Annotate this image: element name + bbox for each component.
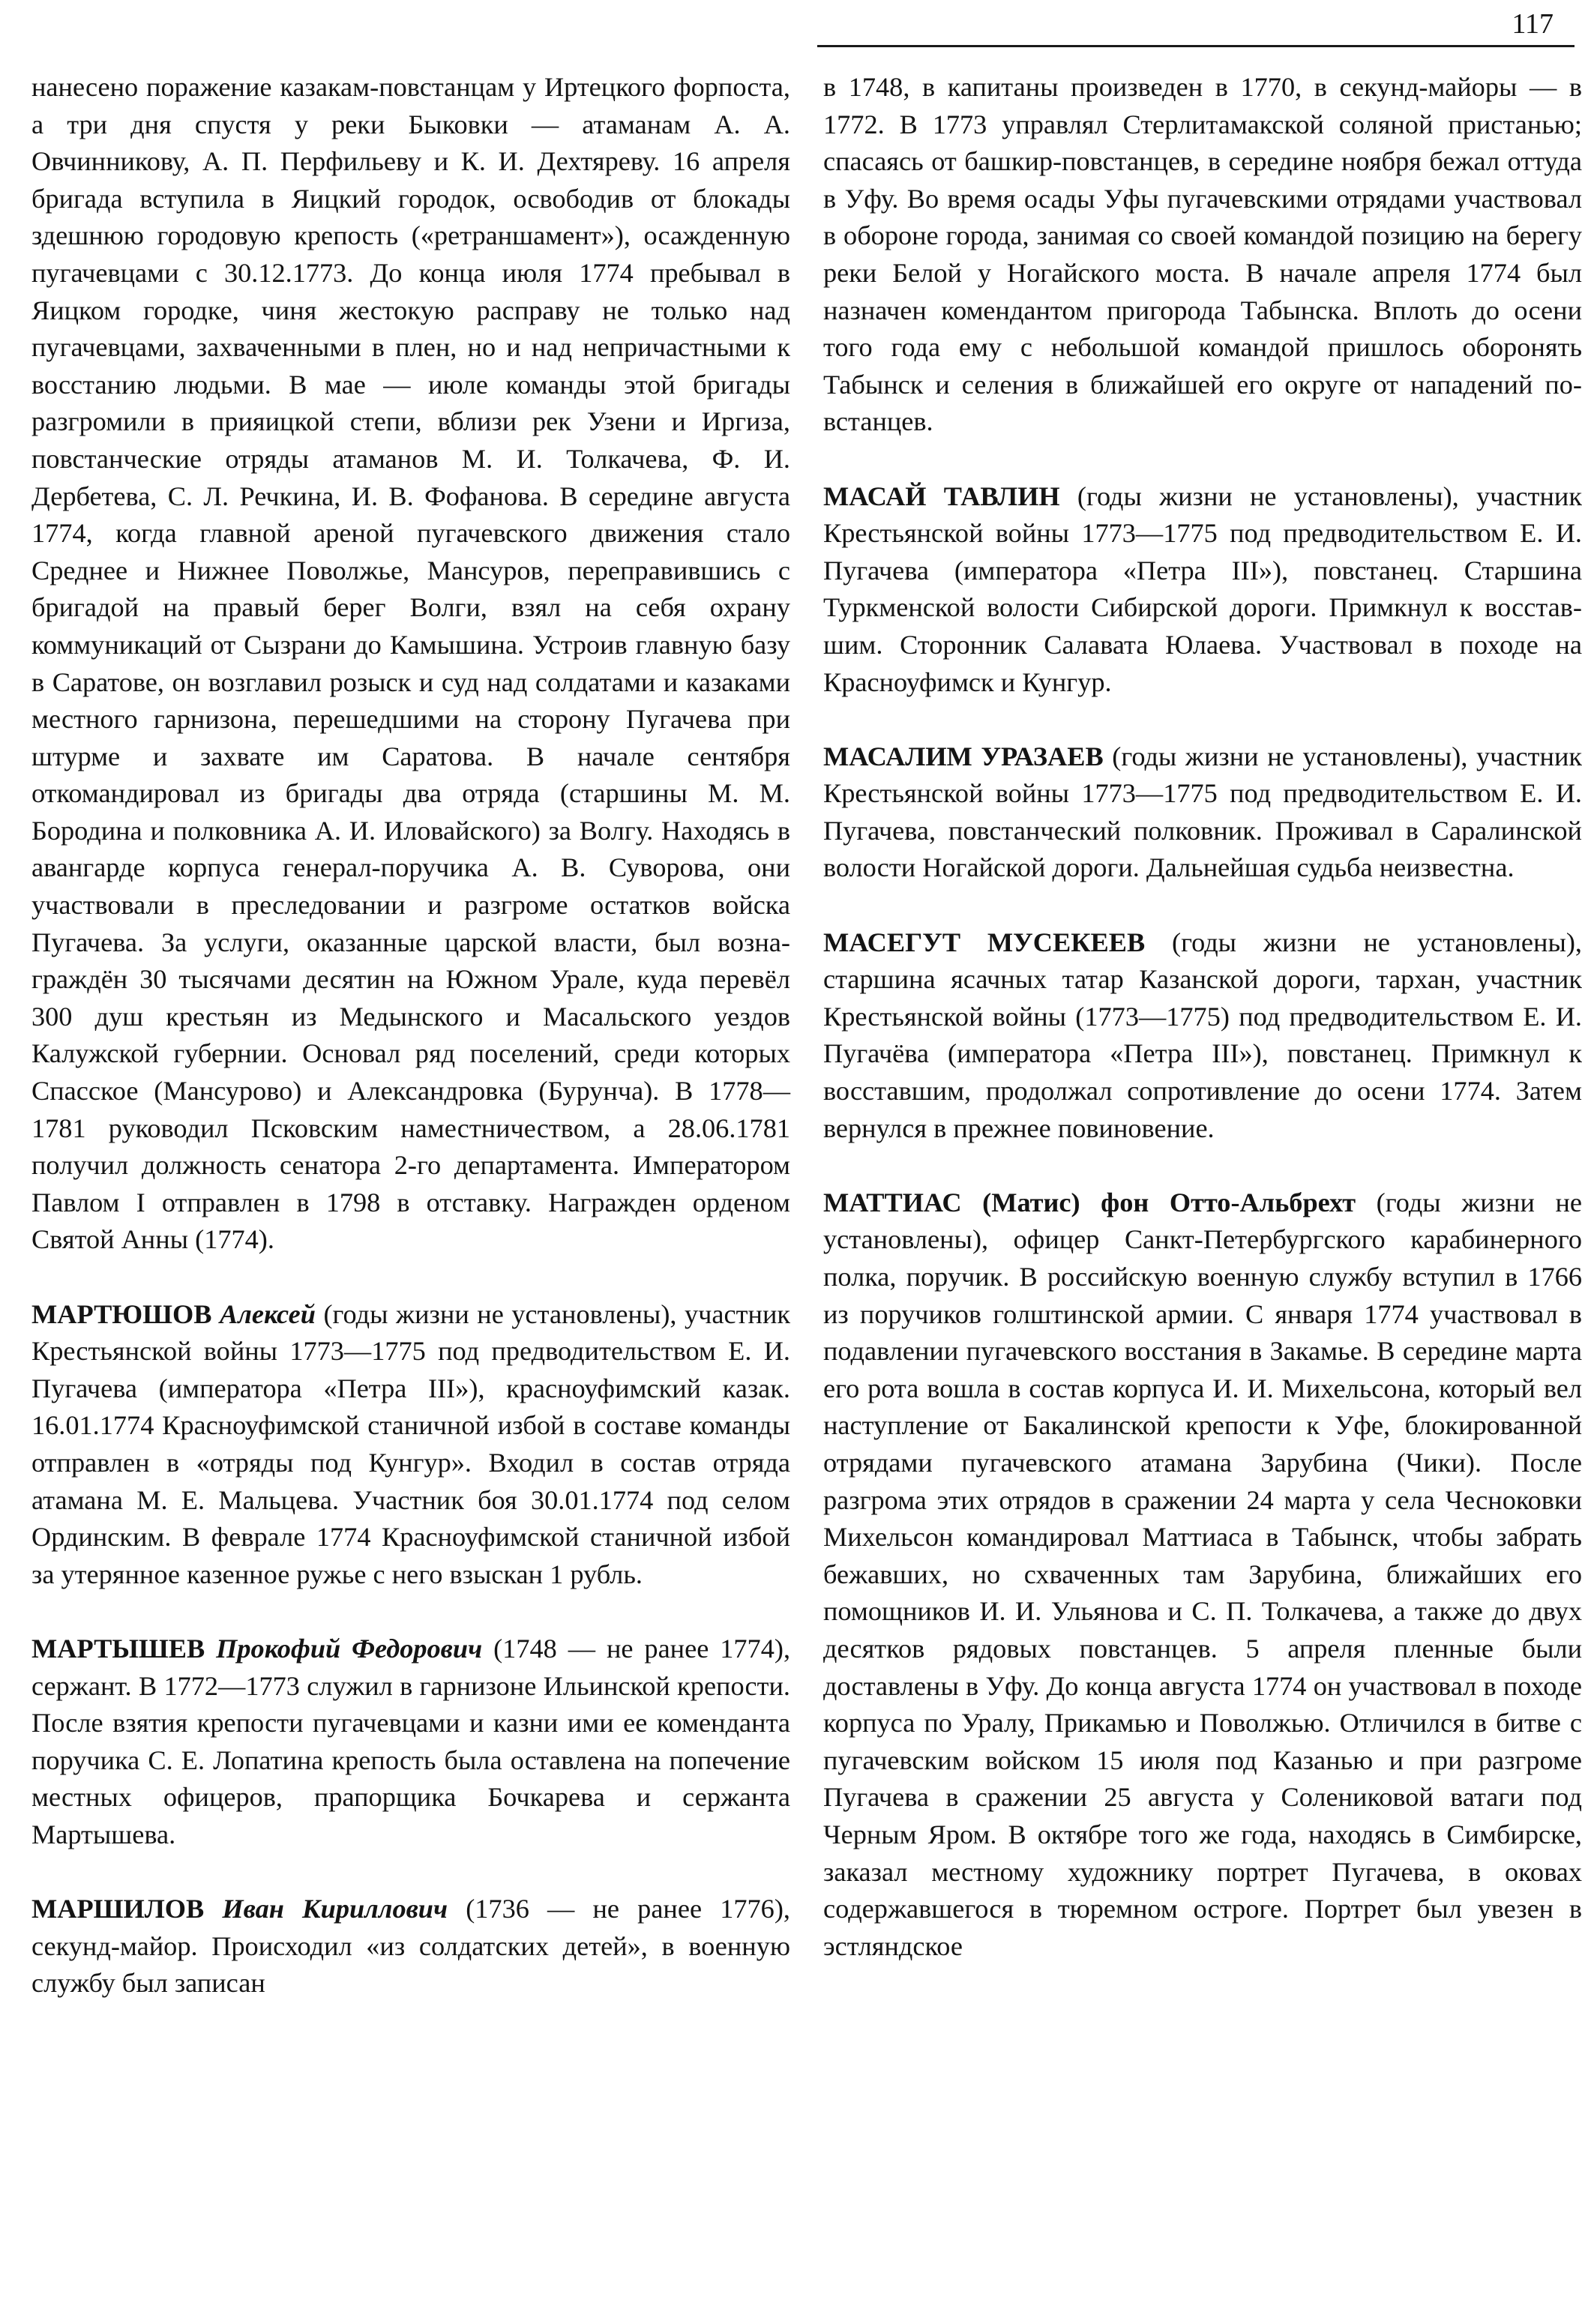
- entry-text: (годы жизни не установлены), участник Крестьянской войны 1773—1775 под предводительством Е. И. Пугачева (императора «Петра III»), красноуфимский казак. 16.01.1774 Красноуфимской станичной избой в составе команды отправлен в «отряды под Кунгур». Входил в состав отряда атамана М. Е. Мальцева. Участник боя 30.01.1774 под селом Ординским. В феврале 1774 Красноуфимской станичной избой за утерянное казенное ружье с него взыскан 1 рубль.: [31, 1298, 791, 1589]
- entry-text: (1736 — не ранее 1776), секунд-майор. Происходил «из солдатских детей», в военную службу был записан: [31, 1894, 790, 1999]
- continuation-text-left: [31, 69, 790, 1259]
- entry-martyushov: [31, 1296, 790, 1594]
- entry-masai-tavlin: [823, 478, 1582, 702]
- entry-text: (годы жизни не установлены), участник Крестьянской войны 1773—1775 под предводительством Е. И. Пугачева, повстанческий полковник. Проживал в Саралинской волости Ногайской дороги. Дальнейшая судьба неизвестна.: [823, 741, 1582, 883]
- entry-surname: МАТТИАС: [823, 1187, 962, 1217]
- entry-surname: МАСАЛИМ УРАЗАЕВ: [823, 741, 1104, 771]
- entry-text: (годы жизни не установлены), старшина ясачных татар Казанской дороги, тархан, участник Крестьянской войны (1773—1775) под предводительством Е. И. Пугачёва (императора «Петра III»), повстанец. Примкнул к восставшим, продолжал сопротивление до осени 1774. Затем вернулся в прежнее повиновение.: [823, 927, 1582, 1143]
- entry-text: (годы жизни не установлены), офицер Санкт-Петербургского карабинерного полка, поручик. В российскую военную службу вступил в 1766 из поручиков голштинской армии. С января 1774 участвовал в подавлении пугачевского восстания в Закамье. В середине марта его рота вошла в состав корпуса И. И. Михельсона, который вел наступление от Бакалинской крепости к Уфе, блокированной отрядами пугачевского атамана Зарубина (Чики). После разгрома этих отрядов в сражении 24 марта у села Чесноковки Михельсон командировал Маттиаса в Табынск, чтобы забрать бежавших, но схваченных там Зарубина, ближайших его помощников И. И. Ульянова и С. П. Толкачева, а также до двух десятков рядовых повстанцев. 5 апреля пленные были доставлены в Уфу. До конца августа 1774 он участвовал в походе корпуса по Уралу, Прикамью и Поволжью. Отличился в битве с пугачевским войском 15 июля под Казанью и при разгроме Пугачева в сражении 25 августа у Солениковой ватаги под Черным Яром. В октябре того же года, находясь в Симбирске, заказал местному художнику портрет Пугачева, в оковах содержавшегося в тюремном остроге. Портрет был увезен в эстляндское: [823, 1187, 1582, 1961]
- entry-text: (годы жизни не установлены), участник Крестьянской войны 1773—1775 под предводительством Е. И. Пугачева (императора «Петра III»), повстанец. Старшина Туркменской волости Сибирской дороги. Примкнул к восставшим. Сторонник Салавата Юлаева. Участвовал в походе на Красноуфимск и Кунгур.: [823, 481, 1582, 697]
- entry-text: в 1748, в капитаны произведен в 1770, в секунд-майоры — в 1772. В 1773 управлял Стерлитамакской соляной пристанью; спасаясь от башкир-повстанцев, в середине ноября бежал оттуда в Уфу. Во время осады Уфы пугачевскими отрядами участвовал в обороне города, занимая со своей командой позицию на берегу реки Белой у Ногайского моста. В начале апреля 1774 был назначен комендантом пригорода Табынска. Вплоть до осени того года ему с небольшой командой пришлось оборонять Табынск и селения в ближайшей его округе от нападений повстанцев.: [823, 72, 1582, 437]
- page-number: 117: [1512, 8, 1554, 40]
- entry-given-name: Иван Кириллович: [222, 1894, 448, 1924]
- entry-name-detail: (Матис) фон Отто-Альбрехт: [961, 1187, 1356, 1217]
- entry-surname: МАСЕГУТ МУСЕКЕЕВ: [823, 927, 1146, 957]
- entry-text: нанесено поражение казакам-повстанцам у Иртецкого форпоста, а три дня спустя у реки Быковки — атаманам А. А. Овчинникову, А. П. Перфильеву и К. И. Дехтяреву. 16 апреля бригада вступила в Яицкий городок, освободив от блокады здешнюю городовую крепость («ретраншамент»), осажденную пугачевцами с 30.12.1773. До конца июля 1774 пребывал в Яицком городке, чиня жестокую расправу не только над пугачевцами, захваченными в плен, но и над непричастными к восстанию людьми. В мае — июле команды этой бригады разгромили в прияицкой степи, вблизи рек Узени и Иргиза, повстанческие отряды атаманов М. И. Толкачева, Ф. И. Дербетева, С. Л. Речкина, И. В. Фофанова. В середине августа 1774, когда главной ареной пугачевского движения стало Среднее и Нижнее Поволжье, Мансуров, переправившись с бригадой на правый берег Волги, взял на себя охрану коммуникаций от Сызрани до Камышина. Устроив главную базу в Саратове, он возглавил розыск и суд над солдатами и казаками местного гарнизона, перешедшими на сторону Пугачева при штурме и захвате им Саратова. В начале сентября откомандировал из бригады два отряда (старшины М. М. Бородина и полковника А. И. Иловайского) за Волгу. Находясь в авангарде корпуса генерал-поручика А. В. Суворова, они участвовали в преследовании и разгроме остатков войска Пугачева. За услуги, оказанные царской власти, был вознаграждён 30 тысячами десятин на Южном Урале, куда перевёл 300 душ крестьян из Медынского и Масальского уездов Калужской губернии. Основал ряд поселений, среди которых Спасское (Мансурово) и Александровка (Бурунча). В 1778—1781 руководил Псковским наместничеством, а 28.06.1781 получил должность сенатора 2-го департамента. Императором Павлом I отправлен в 1798 в отставку. Награжден орденом Святой Анны (1774).: [31, 72, 790, 1255]
- entry-masalim-urazaev: [823, 738, 1582, 887]
- continuation-text-right: [823, 69, 1582, 441]
- entry-surname: МАРТЫШЕВ: [31, 1633, 205, 1664]
- entry-martyshev: [31, 1631, 790, 1854]
- entry-given-name: Алексей: [220, 1298, 316, 1329]
- entry-marshilov: [31, 1891, 790, 2002]
- entry-masegut-musekeev: [823, 924, 1582, 1148]
- right-column: [823, 69, 1582, 2002]
- entry-surname: МАСАЙ ТАВЛИН: [823, 481, 1060, 511]
- entry-text: (1748 — не ранее 1774), сержант. В 1772—1773 служил в гарнизоне Ильинской крепости. После взятия крепости пугачевцами и казни ими ее коменданта поручика С. Е. Лопатина крепость была оставлена на попечение местных офицеров, прапорщика Бочкарева и сержанта Мартышева.: [31, 1633, 791, 1849]
- entry-surname: МАРТЮШОВ: [31, 1298, 212, 1329]
- entry-given-name: Прокофий Федорович: [216, 1633, 483, 1664]
- entry-mattias: [823, 1184, 1582, 1965]
- header-rule: [817, 45, 1575, 47]
- left-column: [31, 69, 790, 2039]
- entry-surname: МАРШИЛОВ: [31, 1894, 205, 1924]
